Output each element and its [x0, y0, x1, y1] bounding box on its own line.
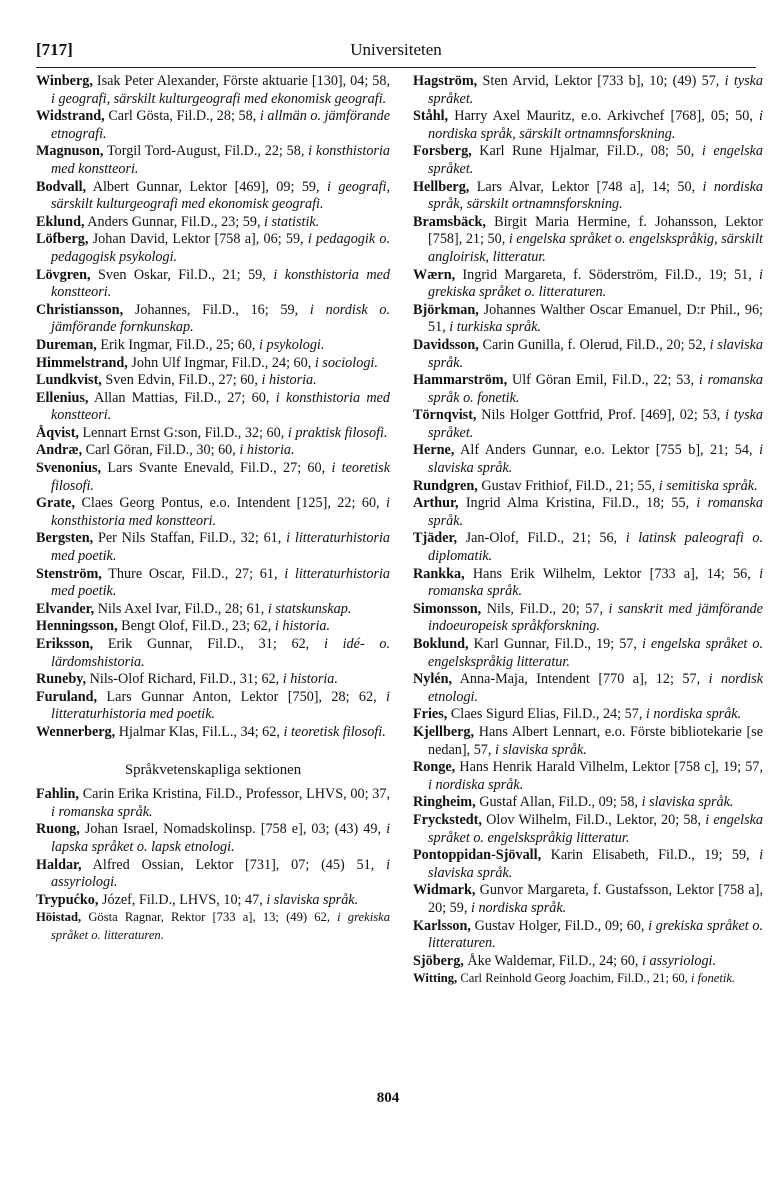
entry-subject: i historia. — [274, 618, 331, 635]
entry-details: Gösta Ragnar, Rektor [733 a], 13; (49) 62, — [88, 910, 330, 925]
register-entry — [413, 794, 763, 812]
entry-details: Karl Rune Hjalmar, Fil.D., 08; 50, — [479, 143, 695, 160]
register-entry — [36, 231, 390, 266]
entry-details: Carin Gunilla, f. Olerud, Fil.D., 20; 52, — [482, 336, 706, 353]
entry-surname: Björkman, — [413, 301, 479, 318]
entry-details: Sten Arvid, Lektor [733 b], 10; (49) 57, — [482, 73, 720, 89]
entry-details: Gustav Holger, Fil.D., 09; 60, — [474, 917, 645, 934]
entry-subject: i nordisk etnologi. — [428, 671, 764, 705]
entry-subject: i engelska språket o. engelskspråkig litteratur. — [428, 811, 764, 846]
entry-details: Anna-Maja, Intendent [770 a], 12; 57, — [459, 671, 701, 688]
entry-subject: i sociologi. — [314, 354, 378, 371]
entry-subject: i konsthistoria med konstteori. — [51, 495, 390, 529]
entry-subject: i slaviska språk. — [494, 741, 587, 758]
register-entry — [36, 425, 390, 443]
entry-subject: i konsthistoria med konstteori. — [51, 143, 390, 177]
entry-details: Carl Reinhold Georg Joachim, Fil.D., 21; 60, — [460, 971, 688, 986]
register-entry — [413, 953, 763, 971]
register-entry — [413, 407, 763, 442]
entry-subject: i grekiska språket o. litteraturen. — [51, 910, 390, 942]
entry-surname: Törnqvist, — [413, 407, 477, 424]
section-heading: Språkvetenskapliga sektionen — [124, 761, 302, 778]
entry-surname: Eriksson, — [36, 636, 94, 652]
register-entry — [36, 671, 390, 689]
register-entry — [36, 214, 390, 232]
entry-details: Sven Edvin, Fil.D., 27; 60, — [105, 372, 258, 389]
entry-subject: i idé- o. lärdomshistoria. — [51, 636, 391, 670]
register-entry — [413, 478, 763, 496]
entry-subject: i grekiska språket o. litteraturen. — [428, 266, 763, 301]
entry-details: Gustav Frithiof, Fil.D., 21; 55, — [481, 477, 656, 494]
entry-subject: i geografi, särskilt kulturgeografi med ekonomisk geografi. — [51, 178, 391, 213]
entry-subject: i pedagogik o. pedagogisk psykologi. — [51, 231, 391, 265]
entry-details: Lars Gunnar Anton, Lektor [750], 28; 62, — [106, 688, 377, 705]
entry-subject: i slaviska språk. — [428, 847, 764, 881]
register-entry — [413, 918, 763, 953]
register-entry — [36, 857, 390, 892]
entry-surname: Bergsten, — [36, 530, 94, 547]
entry-details: Sven Oskar, Fil.D., 21; 59, — [98, 266, 266, 283]
entry-subject: i romanska språk o. fonetik. — [428, 372, 764, 406]
entry-details: Hans Erik Wilhelm, Lektor [733 a], 14; 56, — [472, 565, 751, 582]
entry-details: Harry Axel Mauritz, e.o. Arkivchef [768], 05; 50, — [454, 108, 753, 125]
register-entry — [413, 302, 763, 337]
entry-details: Johan Israel, Nomadskolinsp. [758 e], 03; (43) 49, — [84, 821, 382, 838]
entry-subject: i allmän o. jämförande etnografi. — [51, 108, 391, 142]
entry-details: Hans Henrik Harald Vilhelm, Lektor [758 c], 19; 57, — [459, 759, 763, 776]
entry-subject: i grekiska språket o. litteraturen. — [428, 917, 764, 952]
entry-details: Claes Georg Pontus, e.o. Intendent [125], 22; 60, — [81, 495, 380, 512]
entry-surname: Lövgren, — [36, 266, 91, 283]
entry-subject: i slaviska språk. — [641, 794, 734, 811]
entry-surname: Fryckstedt, — [413, 811, 482, 828]
register-entry — [36, 73, 390, 108]
register-entry — [36, 302, 390, 337]
entry-details: Olov Wilhelm, Fil.D., Lektor, 20; 58, — [486, 811, 702, 828]
register-entry — [36, 372, 390, 390]
entry-details: Johannes, Fil.D., 16; 59, — [134, 301, 299, 318]
entry-surname: Grate, — [36, 495, 75, 512]
entry-surname: Ringheim, — [413, 794, 476, 811]
running-header — [36, 40, 756, 66]
entry-subject: i engelska språket o. engelskspråkig, särskilt angloirisk, litteratur. — [428, 231, 763, 265]
register-entry — [413, 495, 763, 530]
entry-subject: i nordiska språk, särskilt ortnamnsforskning. — [428, 178, 764, 213]
entry-subject: i psykologi. — [259, 336, 325, 353]
entry-surname: Widmark, — [413, 882, 476, 899]
entry-surname: Pontoppidan-Sjövall, — [413, 847, 542, 864]
entry-subject: i turkiska språk. — [449, 319, 542, 336]
entry-subject: i engelska språket. — [428, 143, 764, 177]
register-entry — [413, 636, 763, 671]
page-reference: [717] — [36, 40, 73, 59]
entry-surname: Simonsson, — [413, 600, 482, 617]
entry-surname: Stenström, — [36, 565, 102, 582]
entry-subject: i nordisk o. jämförande fornkunskap. — [51, 301, 391, 336]
entry-details: Erik Ingmar, Fil.D., 25; 60, — [100, 336, 256, 353]
register-entry — [413, 601, 763, 636]
register-entry — [413, 882, 763, 917]
entry-details: Lennart Ernst G:son, Fil.D., 32; 60, — [82, 424, 285, 441]
register-entry — [413, 73, 763, 108]
entry-details: Claes Sigurd Elias, Fil.D., 24; 57, — [450, 706, 643, 723]
entry-subject: i litteraturhistoria med poetik. — [51, 530, 391, 565]
register-entry — [36, 495, 390, 530]
entry-subject: i nordiska språk. — [428, 776, 524, 793]
register-entry — [413, 970, 763, 988]
register-entry — [36, 460, 390, 495]
entry-subject: i lapska språket o. lapsk etnologi. — [51, 821, 391, 855]
entry-surname: Haldar, — [36, 856, 82, 873]
entry-subject: i slaviska språk. — [428, 336, 764, 371]
entry-subject: i teoretisk filosofi. — [283, 723, 386, 740]
entry-subject: i teoretisk filosofi. — [51, 460, 391, 494]
entry-surname: Sjöberg, — [413, 952, 464, 969]
entry-surname: Eklund, — [36, 213, 85, 230]
entry-surname: Karlsson, — [413, 917, 471, 934]
entry-surname: Kjellberg, — [413, 723, 475, 740]
register-entry — [36, 618, 390, 636]
entry-surname: Svenonius, — [36, 460, 102, 477]
entry-details: Hjalmar Klas, Fil.L., 34; 62, — [118, 723, 280, 740]
entry-surname: Ronge, — [413, 759, 456, 776]
entry-surname: Ellenius, — [36, 389, 89, 406]
entry-details: Per Nils Staffan, Fil.D., 32; 61, — [97, 530, 282, 547]
entry-subject: i historia. — [261, 372, 317, 389]
entry-surname: Hammarström, — [413, 372, 508, 389]
register-entry — [36, 442, 390, 460]
entry-subject: i slaviska språk. — [266, 891, 359, 908]
entry-surname: Rankka, — [413, 565, 465, 582]
register-entry — [36, 786, 390, 821]
register-entry — [36, 724, 390, 742]
entry-surname: Ruong, — [36, 821, 80, 838]
entry-surname: Henningsson, — [36, 618, 118, 635]
entry-subject: i latinsk paleografi o. diplomatik. — [428, 530, 764, 565]
entry-surname: Fahlin, — [36, 786, 79, 803]
register-entry — [36, 601, 390, 619]
entry-subject: i litteraturhistoria med poetik. — [51, 565, 391, 600]
entry-surname: Trypućko, — [36, 891, 99, 908]
entry-surname: Rundgren, — [413, 477, 478, 494]
entry-subject: i statistik. — [264, 213, 320, 230]
entry-details: Johan David, Lektor [758 a], 06; 59, — [92, 231, 304, 248]
register-entry — [36, 636, 390, 671]
entry-details: Carin Erika Kristina, Fil.D., Professor, LHVS, 00; 37, — [82, 786, 391, 803]
entry-surname: Elvander, — [36, 600, 95, 617]
register-entry — [413, 724, 763, 759]
entry-subject: i tyska språket. — [428, 73, 764, 107]
register-entry — [413, 442, 763, 477]
register-entry — [413, 179, 763, 214]
entry-details: Gustaf Allan, Fil.D., 09; 58, — [479, 794, 639, 811]
register-entry — [36, 337, 390, 355]
entry-surname: Hagström, — [413, 73, 478, 89]
entry-details: Ingrid Alma Kristina, Fil.D., 18; 55, — [465, 495, 690, 512]
entry-subject: i geografi, särskilt kulturgeografi med ekonomisk geografi. — [51, 90, 387, 107]
entry-subject: i historia. — [282, 671, 338, 688]
entry-details: Allan Mattias, Fil.D., 27; 60, — [93, 389, 270, 406]
entry-details: Isak Peter Alexander, Förste aktuarie [130], 04; 58, — [96, 73, 390, 89]
register-entry — [36, 267, 390, 302]
entry-surname: Wennerberg, — [36, 723, 116, 740]
entry-surname: Bramsbäck, — [413, 213, 486, 230]
entry-surname: Widstrand, — [36, 108, 105, 125]
entry-subject: i statskunskap. — [267, 600, 352, 617]
entry-surname: Löfberg, — [36, 231, 89, 248]
entry-surname: Herne, — [413, 442, 455, 459]
entry-details: Anders Gunnar, Fil.D., 23; 59, — [87, 213, 261, 230]
entry-subject: i fonetik. — [691, 971, 736, 986]
register-entry — [413, 372, 763, 407]
left-column — [36, 73, 390, 945]
entry-details: Carl Göran, Fil.D., 30; 60, — [85, 442, 236, 459]
entry-details: Józef, Fil.D., LHVS, 10; 47, — [101, 891, 263, 908]
entry-surname: Andræ, — [36, 442, 83, 459]
register-entry — [413, 143, 763, 178]
entry-subject: i assyriologi. — [51, 856, 391, 891]
register-entry — [36, 390, 390, 425]
entry-details: Nils Axel Ivar, Fil.D., 28; 61, — [97, 600, 265, 617]
entry-surname: Ståhl, — [413, 108, 449, 125]
entry-details: Ingrid Margareta, f. Söderström, Fil.D., 19; 51, — [462, 266, 752, 283]
register-entry — [413, 671, 763, 706]
register-entry — [36, 892, 390, 910]
entry-surname: Dureman, — [36, 336, 97, 353]
right-column — [413, 73, 763, 988]
entry-surname: Witting, — [413, 971, 458, 986]
entry-surname: Christiansson, — [36, 301, 124, 318]
entry-details: Åke Waldemar, Fil.D., 24; 60, — [467, 952, 639, 969]
register-entry — [413, 530, 763, 565]
entry-surname: Forsberg, — [413, 143, 472, 160]
entry-surname: Wærn, — [413, 266, 456, 283]
entry-details: Carl Gösta, Fil.D., 28; 58, — [108, 108, 257, 125]
entry-details: Albert Gunnar, Lektor [469], 09; 59, — [92, 178, 320, 195]
entry-details: Lars Alvar, Lektor [748 a], 14; 50, — [476, 178, 696, 195]
entry-surname: Boklund, — [413, 636, 469, 652]
entry-subject: i slaviska språk. — [428, 442, 764, 477]
entry-subject: i romanska språk. — [51, 803, 153, 820]
entry-details: Hans Albert Lennart, e.o. Förste bibliotekarie [se nedan], 57, — [428, 723, 763, 758]
entry-subject: i romanska språk. — [428, 565, 764, 600]
entry-details: Johannes Walther Oscar Emanuel, D:r Phil., 96; 51, — [428, 301, 763, 336]
entry-details: Jan-Olof, Fil.D., 21; 56, — [465, 530, 618, 547]
right-entries — [413, 73, 763, 988]
entry-details: Karl Gunnar, Fil.D., 19; 57, — [473, 636, 637, 652]
entry-subject: i sanskrit med jämförande indoeuropeisk språkforskning. — [428, 600, 763, 635]
header-rule — [36, 67, 756, 68]
register-entry — [36, 179, 390, 214]
entry-details: Nils, Fil.D., 20; 57, — [486, 600, 603, 617]
register-entry — [413, 706, 763, 724]
entry-subject: i nordiska språk. — [470, 899, 567, 916]
entry-subject: i engelska språket o. engelskspråkig litteratur. — [428, 636, 763, 670]
entry-surname: Åqvist, — [36, 424, 79, 441]
entry-surname: Davidsson, — [413, 336, 479, 353]
entry-surname: Runeby, — [36, 671, 87, 688]
entry-subject: i romanska språk. — [428, 495, 764, 529]
entry-surname: Arthur, — [413, 495, 459, 512]
register-entry — [36, 821, 390, 856]
entry-details: Bengt Olof, Fil.D., 23; 62, — [121, 618, 272, 635]
entry-details: Alf Anders Gunnar, e.o. Lektor [755 b], 21; 54, — [460, 442, 753, 459]
entry-surname: Bodvall, — [36, 178, 87, 195]
entry-details: Gunvor Margareta, f. Gustafsson, Lektor [758 a], 20; 59, — [428, 882, 764, 916]
entry-surname: Höistad, — [36, 910, 82, 925]
page-number: 804 — [376, 1090, 400, 1106]
register-entry — [413, 847, 763, 882]
section-entries — [36, 786, 390, 944]
register-entry — [413, 267, 763, 302]
entry-details: Birgit Maria Hermine, f. Johansson, Lektor [758], 21; 50, — [428, 213, 764, 248]
entry-subject: i litteraturhistoria med poetik. — [51, 688, 390, 723]
entry-details: Alfred Ossian, Lektor [731], 07; (45) 51, — [92, 856, 375, 873]
entry-surname: Fries, — [413, 706, 448, 723]
entry-details: John Ulf Ingmar, Fil.D., 24; 60, — [131, 354, 312, 371]
entry-surname: Hellberg, — [413, 178, 470, 195]
register-entry — [36, 355, 390, 373]
register-entry — [413, 566, 763, 601]
left-entries — [36, 73, 390, 742]
entry-details: Torgil Tord-August, Fil.D., 22; 58, — [106, 143, 305, 160]
register-entry — [36, 143, 390, 178]
entry-surname: Himmelstrand, — [36, 354, 128, 371]
entry-subject: i nordiska språk. — [645, 706, 742, 723]
entry-surname: Magnuson, — [36, 143, 104, 160]
entry-subject: i nordiska språk, särskilt ortnamnsforskning. — [428, 108, 763, 142]
entry-surname: Furuland, — [36, 688, 98, 705]
register-entry — [413, 337, 763, 372]
register-entry — [36, 530, 390, 565]
entry-details: Nils-Olof Richard, Fil.D., 31; 62, — [89, 671, 280, 688]
register-entry — [413, 214, 763, 267]
page-title: Universiteten — [350, 40, 442, 59]
entry-subject: i assyriologi. — [641, 952, 717, 969]
entry-surname: Lundkvist, — [36, 372, 102, 389]
register-entry — [36, 566, 390, 601]
entry-details: Nils Holger Gottfrid, Prof. [469], 02; 53, — [481, 407, 721, 424]
entry-subject: i semitiska språk. — [658, 477, 758, 494]
register-entry — [36, 689, 390, 724]
entry-surname: Nylén, — [413, 671, 453, 688]
entry-subject: i praktisk filosofi. — [287, 424, 388, 441]
entry-details: Lars Svante Enevald, Fil.D., 27; 60, — [107, 460, 326, 477]
entry-subject: i konsthistoria med konstteori. — [51, 389, 390, 424]
entry-subject: i konsthistoria med konstteori. — [51, 266, 391, 301]
entry-details: Erik Gunnar, Fil.D., 31; 62, — [107, 636, 310, 652]
register-entry — [36, 909, 390, 944]
entry-surname: Tjäder, — [413, 530, 458, 547]
entry-details: Karin Elisabeth, Fil.D., 19; 59, — [550, 847, 750, 864]
entry-details: Ulf Göran Emil, Fil.D., 22; 53, — [511, 372, 695, 389]
entry-subject: i tyska språket. — [428, 407, 763, 441]
register-entry — [36, 108, 390, 143]
register-entry — [413, 812, 763, 847]
entry-subject: i historia. — [239, 442, 295, 459]
entry-surname: Winberg, — [36, 73, 93, 89]
register-entry — [413, 108, 763, 143]
entry-details: Thure Oscar, Fil.D., 27; 61, — [108, 565, 278, 582]
register-entry — [413, 759, 763, 794]
